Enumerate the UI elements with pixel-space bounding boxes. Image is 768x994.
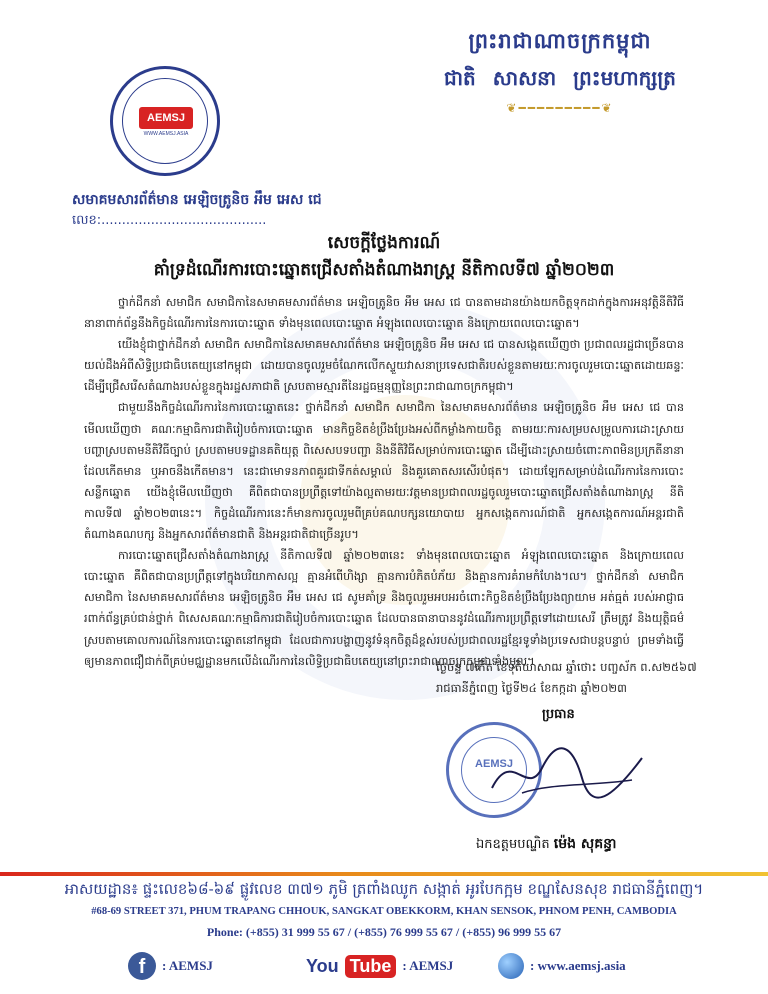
facebook-link[interactable]	[128, 951, 213, 981]
logo-website: WWW.AEMSJ.ASIA	[143, 131, 189, 137]
handwritten-signature	[482, 738, 652, 808]
signer-name: ម៉េង សុគន្ធា	[553, 836, 617, 852]
ornament-divider: ❦━━━━━━━━━❦	[506, 101, 614, 115]
paragraph-1: ថ្នាក់ដឹកនាំ សមាជិក សមាជិកានៃសមាគមសារព័ត៌មាន អេឡិចត្រូនិច អឹម អេស ជេ បានតាមដានយ៉ាងយកចិត្តទុកដាក់ក្នុងការអនុវត្តិនីតិវិធីនានាពាក់ព័ន្ធនឹងកិច្ចដំណើរការនៃការបោះឆ្នោត ទាំងមុនពេលបោះឆ្នោត អំឡុងពេលបោះឆ្នោត និងក្រោយពេលបោះឆ្នោត។	[84, 296, 684, 331]
phone-numbers: Phone: (+855) 31 999 55 67 / (+855) 76 999 55 67 / (+855) 96 999 55 67	[206, 925, 562, 939]
facebook-icon: f	[128, 952, 156, 980]
signer-block	[476, 834, 616, 855]
address-khmer: អាសយដ្ឋាន៖ ផ្ទះលេខ៦៨-៦៩ ផ្លូវលេខ ៣៧១ ភូមិ ត្រពាំងឈូក សង្កាត់ អូរបែកក្អម ខណ្ឌសែនសុខ រាជធានីភ្នំពេញ។	[64, 880, 704, 898]
footer-divider	[0, 872, 768, 876]
lunar-date: ថ្ងៃចន្ទ ៧កើត ខែទុតិយាសាឍ ឆ្នាំថោះ បញ្ចស័ក ព.ស២៥៦៧	[436, 660, 697, 674]
reference-number: លេខ:........................................	[72, 213, 267, 228]
address-english: #68-69 STREET 371, PHUM TRAPANG CHHOUK, SANGKAT OBEKKORM, KHAN SENSOK, PHNOM PENH, CAMBODIA	[91, 906, 677, 917]
kingdom-line-1: ព្រះរាជាណាចក្រកម្ពុជា	[468, 28, 652, 53]
kingdom-motto	[430, 28, 690, 115]
facebook-handle: : AEMSJ	[162, 958, 213, 973]
youtube-link[interactable]	[306, 951, 453, 981]
document-title: សេចក្តីថ្លែងការណ៍	[327, 233, 441, 253]
website-link[interactable]	[498, 951, 626, 981]
paragraph-2: យើងខ្ញុំជាថ្នាក់ដឹកនាំ សមាជិក សមាជិកានៃសមាគមសារព័ត៌មាន អេឡិចត្រូនិច អឹម អេស ជេ បានសង្កេតឃើញថា ប្រជាពលរដ្ឋជាច្រើនបានយល់ដឹងអំពីសិទ្ធិប្រជាធិបតេយ្យនៅកម្ពុជា ដោយបានចូលរួមចំណែកលើកស្ទួយវាសនាប្រទេសជាតិរបស់ខ្លួនតាមរយៈការចូលរួមបោះឆ្នោតដោយឆន្ទៈដើម្បីជ្រើសរើសតំណាងរបស់ខ្លួនក្នុងរដ្ឋសភាជាតិ ស្របតាមស្មារតីនៃរដ្ឋធម្មនុញ្ញនៃព្រះរាជាណាចក្រកម្ពុជា។	[84, 338, 684, 394]
website-url: : www.aemsj.asia	[530, 958, 626, 973]
paragraph-3: ជាមួយនឹងកិច្ចដំណើរការនៃការបោះឆ្នោតនេះ ថ្នាក់ដឹកនាំ សមាជិក សមាជិកា នៃសមាគមសារព័ត៌មាន អេឡិចត្រូនិច អឹម អេស ជេ បានមើលឃើញថា គណៈកម្មាធិការជាតិរៀបចំការបោះឆ្នោត មានកិច្ចខិតខំប្រឹងប្រែងអស់ពីកម្លាំងកាយចិត្ត តាមរយៈការសម្របសម្រួលការដោះស្រាយបញ្ហាស្របតាមនីតិវិធីច្បាប់ ស្របតាមបទដ្ឋានគតិយុត្ត ពិសេសបទបញ្ជា និងនីតិវិធីសម្រាប់ការបោះឆ្នោត ដើម្បីដោះស្រាយចំពោះភាពមិនប្រក្រតីនានាដែលកើតមាន ឬអាចនឹងកើតមាន។ នេះជាមោទនភាពគួរជាទីកត់សម្គាល់ និងគួរគោតសរសើរបំផុត។ ដោយឡែកសម្រាប់ដំណើរការនៃការបោះសន្លឹកឆ្នោត យើងខ្ញុំមើលឃើញថា គឺពិតជាបានប្រព្រឹត្តទៅយ៉ាងល្អតាមរយៈវត្តមានប្រជាពលរដ្ឋចូលរួមបោះឆ្នោតជ្រើសតាំងតំណាងរាស្ត្រ នីតិកាលទី៧ ឆ្នាំ២០២៣នេះ។ កិច្ចដំណើរការនេះក៏មានការចូលរួមពីគ្រប់គណបក្សនយោបាយ អ្នកសង្កេតការណ៍ជាតិ អ្នកសង្កេតការណ៍អន្តរជាតិ តំណាងគណបក្ស និងអ្នកសារព័ត៌មានជាតិ និងអន្តរជាតិជាច្រើនរូប។	[84, 401, 684, 542]
youtube-logo-tube: Tube	[345, 955, 397, 978]
city-date: រាជធានីភ្នំពេញ ថ្ងៃទី២៤ ខែកក្កដា ឆ្នាំ២០២៣	[436, 681, 627, 695]
logo-badge: AEMSJ	[139, 107, 193, 129]
youtube-handle: : AEMSJ	[402, 958, 454, 973]
kingdom-line-2: ជាតិ សាសនា ព្រះមហាក្សត្រ	[444, 66, 676, 90]
statement-body	[84, 292, 684, 672]
association-name: សមាគមសារព័ត៌មាន អេឡិចត្រូនិច អឹម អេស ជេ	[72, 192, 322, 208]
stamp-text: AEMSJ	[475, 758, 513, 770]
globe-icon	[498, 953, 524, 979]
youtube-logo-you: You	[306, 955, 339, 976]
document-subtitle: គាំទ្រដំណើរការបោះឆ្នោតជ្រើសតាំងតំណាងរាស្ត្រ នីតិកាលទី៧ ឆ្នាំ២០២៣	[153, 260, 615, 280]
position-label: ប្រធាន	[542, 707, 575, 722]
paragraph-4: ការបោះឆ្នោតជ្រើសតាំងតំណាងរាស្ត្រ នីតិកាលទី៧ ឆ្នាំ២០២៣នេះ ទាំងមុនពេលបោះឆ្នោត អំឡុងពេលបោះឆ្នោត និងក្រោយពេលបោះឆ្នោត គឺពិតជាបានប្រព្រឹត្តទៅក្នុងបរិយាកាសល្អ គ្មានអំពើហិង្សា គ្មានការបំភិតបំភ័យ និងគ្មានការគំរាមកំហែង។ល។ ថ្នាក់ដឹកនាំ សមាជិក សមាជិកា នៃសមាគមសារព័ត៌មាន អេឡិចត្រូនិច អឹម អេស ជេ សូមគាំទ្រ និងចូលរួមអបអរចំពោះកិច្ចខិតខំប្រឹងប្រែងព្យាយាម អត់ធ្មត់ របស់អាជ្ញាធរពាក់ព័ន្ធគ្រប់ជាន់ថ្នាក់ ពិសេសគណៈកម្មាធិការជាតិរៀបចំការបោះឆ្នោត ដែលបានធានាបាននូវដំណើរការប្រព្រឹត្តទៅដោយសេរី ត្រឹមត្រូវ និងយុត្តិធម៌ ស្របតាមគោលការណ៍នៃការបោះឆ្នោតនៅកម្ពុជា ដែលជាការបង្ហាញនូវទំនុកចិត្តដ៏ខ្ពស់របស់ប្រជាពលរដ្ឋខ្មែរទូទាំងប្រទេសជាបន្តបន្ទាប់ ព្រមទាំងធ្វើឲ្យមានភាពជឿជាក់ពីគ្រប់មជ្ឈដ្ឋានមកលើដំណើរការនៃលិទ្ធិប្រជាធិបតេយ្យនៅព្រះរាជាណាចក្រកម្ពុជាទាំងមូល។	[84, 549, 684, 668]
signer-title: ឯកឧត្តមបណ្ឌិត	[476, 837, 550, 852]
association-logo	[110, 66, 220, 176]
